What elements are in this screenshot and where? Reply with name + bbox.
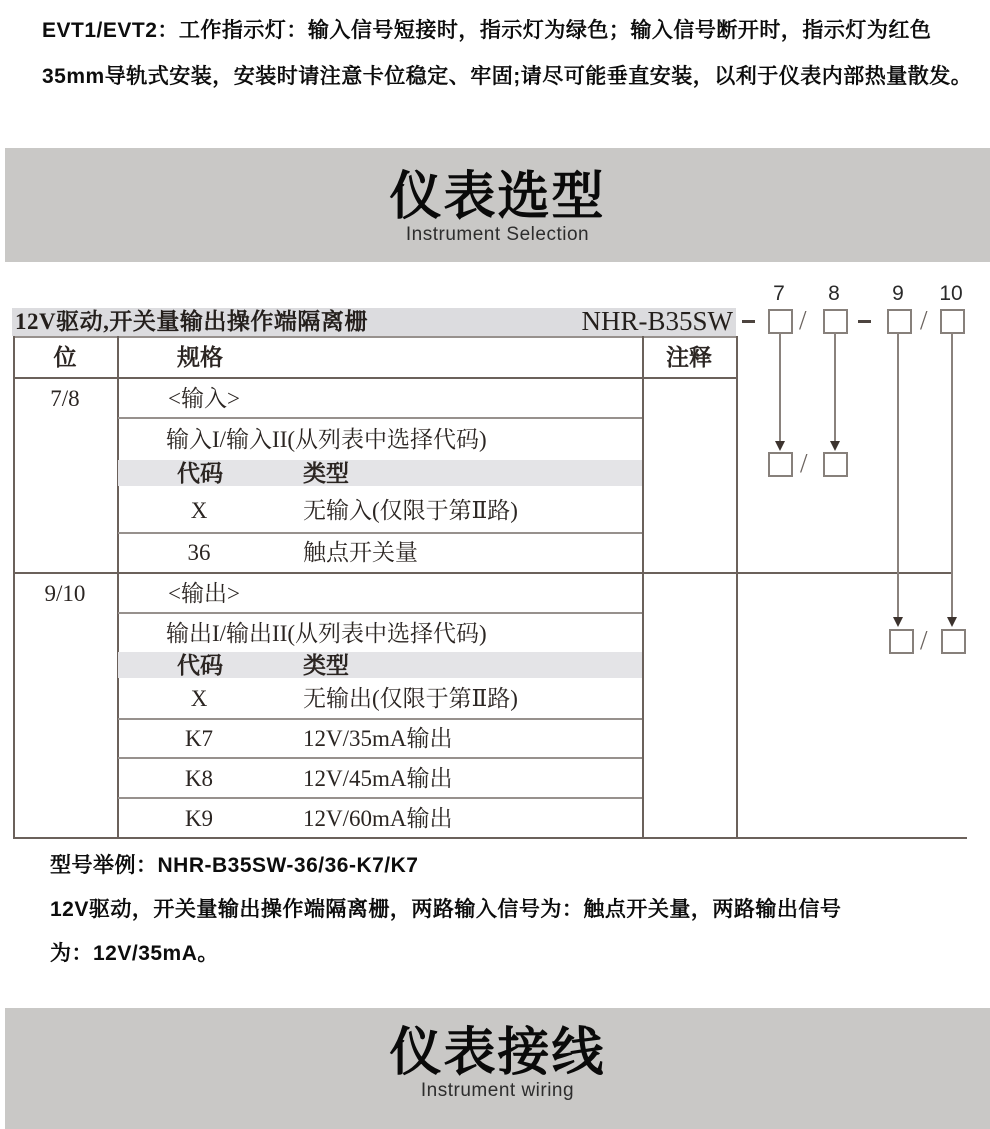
type-cell: 无输出(仅限于第Ⅱ路) — [303, 686, 518, 711]
banner-selection-subtitle: Instrument Selection — [405, 223, 590, 245]
type-cell: 12V/60mA输出 — [303, 806, 453, 831]
group-input-type-header: 类型 — [303, 461, 349, 486]
slash-separator: / — [920, 625, 928, 655]
dash-separator — [742, 320, 755, 323]
code-box-10 — [940, 309, 965, 334]
header-spec: 规格 — [177, 345, 223, 370]
type-cell: 12V/45mA输出 — [303, 766, 453, 791]
type-cell: 12V/35mA输出 — [303, 726, 453, 751]
row-line — [118, 718, 642, 720]
type-cell: 无输入(仅限于第Ⅱ路) — [303, 498, 518, 523]
table-bottom-border — [13, 837, 967, 839]
code-cell: K8 — [184, 766, 214, 791]
row-line — [118, 417, 642, 419]
digit-7-label: 7 — [773, 282, 785, 305]
code-cell: K9 — [184, 806, 214, 831]
group-input-position: 7/8 — [50, 386, 80, 411]
dash-separator — [858, 320, 871, 323]
group-input-code-header: 代码 — [177, 461, 223, 486]
slash-separator: / — [799, 305, 807, 335]
col-divider-position-spec — [117, 336, 119, 839]
slash-separator: / — [920, 305, 928, 335]
code-box-9 — [887, 309, 912, 334]
group-output-code-header: 代码 — [177, 653, 223, 678]
code-cell: K7 — [184, 726, 214, 751]
group-output-category: <输出> — [168, 581, 240, 606]
note-rail-mount: 35mm导轨式安装，安装时请注意卡位稳定、牢固;请尽可能垂直安装，以利于仪表内部热量散发。 — [42, 65, 973, 88]
product-title-bar — [12, 308, 736, 336]
banner-wiring-title: 仪表接线 — [389, 1024, 606, 1082]
output2-target-box — [941, 629, 966, 654]
banner-instrument-wiring — [5, 1008, 990, 1129]
group-divider — [13, 572, 953, 574]
arrow-line-9 — [897, 332, 899, 617]
digit-8-label: 8 — [828, 282, 840, 305]
header-position: 位 — [53, 345, 77, 370]
banner-instrument-selection — [5, 148, 990, 262]
group-input-instruction: 输入I/输入II(从列表中选择代码) — [166, 427, 487, 452]
arrow-line-7 — [779, 332, 781, 441]
arrowhead-7-icon — [775, 441, 785, 451]
arrow-line-10 — [951, 332, 953, 617]
slash-separator: / — [800, 448, 808, 478]
group-output-instruction: 输出I/输出II(从列表中选择代码) — [166, 621, 487, 646]
digit-9-label: 9 — [892, 282, 904, 305]
header-note: 注释 — [666, 345, 712, 370]
product-title: 12V驱动,开关量输出操作端隔离栅 — [15, 309, 368, 334]
header-bottom-border — [13, 377, 736, 379]
model-prefix: NHR-B35SW — [581, 306, 733, 336]
group-output-position: 9/10 — [44, 581, 86, 606]
row-line — [118, 612, 642, 614]
arrowhead-10-icon — [947, 617, 957, 627]
table-right-border — [736, 336, 738, 839]
example-desc-line1: 12V驱动，开关量输出操作端隔离栅，两路输入信号为：触点开关量，两路输出信号 — [50, 898, 842, 921]
table-top-border — [13, 336, 736, 338]
arrowhead-8-icon — [830, 441, 840, 451]
input2-target-box — [823, 452, 848, 477]
code-box-7 — [768, 309, 793, 334]
code-cell: X — [190, 498, 208, 523]
row-line — [118, 757, 642, 759]
example-desc-line2: 为：12V/35mA。 — [50, 942, 219, 965]
note-indicator-light: EVT1/EVT2：工作指示灯：输入信号短接时，指示灯为绿色；输入信号断开时，指示灯为红色 — [42, 19, 932, 42]
arrow-line-8 — [834, 332, 836, 441]
row-line — [118, 797, 642, 799]
arrowhead-9-icon — [893, 617, 903, 627]
type-cell: 触点开关量 — [303, 540, 418, 565]
banner-wiring-subtitle: Instrument wiring — [420, 1079, 575, 1101]
example-model-line: 型号举例：NHR-B35SW-36/36-K7/K7 — [50, 854, 419, 877]
code-cell: X — [190, 686, 208, 711]
banner-selection-title: 仪表选型 — [389, 168, 606, 226]
code-box-8 — [823, 309, 848, 334]
output1-target-box — [889, 629, 914, 654]
col-divider-spec-note — [642, 336, 644, 839]
group-output-type-header: 类型 — [303, 653, 349, 678]
digit-10-label: 10 — [939, 282, 963, 305]
input1-target-box — [768, 452, 793, 477]
code-cell: 36 — [187, 540, 211, 565]
group-input-category: <输入> — [168, 386, 240, 411]
row-line — [118, 532, 642, 534]
